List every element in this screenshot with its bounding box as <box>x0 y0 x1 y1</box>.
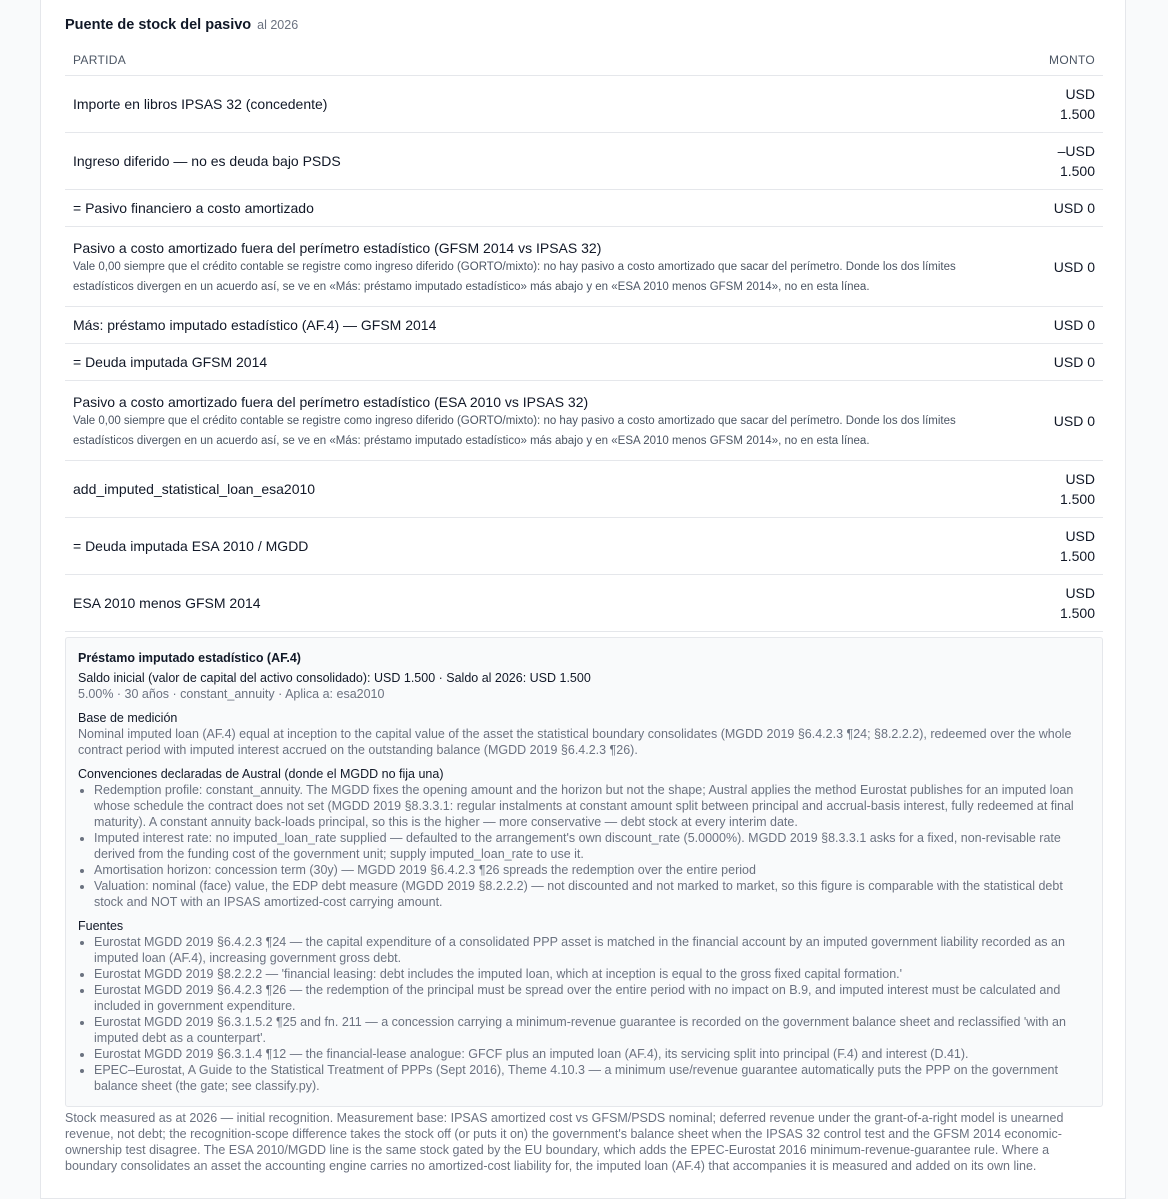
card-title: Puente de stock del pasivo <box>65 17 252 33</box>
imputed-loan-panel <box>65 637 1103 1107</box>
row-amount <box>967 575 1103 632</box>
amount-currency: –USD <box>1057 143 1095 159</box>
panel-params: 5.00% · 30 años · constant_annuity · Aplica a: esa2010 <box>78 687 385 701</box>
amount-value: 1.500 <box>1059 548 1095 564</box>
table-row <box>65 307 1103 344</box>
amount-currency: USD <box>1065 585 1095 601</box>
amount-value: 1.500 <box>1059 163 1095 179</box>
panel-balance: Saldo inicial (valor de capital del activo consolidado): USD 1.500 · Saldo al 2026: USD 1.500 <box>78 671 591 685</box>
row-amount: USD 0 <box>967 307 1103 344</box>
conventions-list <box>78 782 1090 910</box>
card-header <box>65 16 298 34</box>
sources-list <box>78 934 1090 1094</box>
table-row <box>65 133 1103 190</box>
amount-value: 1.500 <box>1059 491 1095 507</box>
list-item: • Amortisation horizon: concession term (30y) — MGDD 2019 §6.4.2.3 ¶26 spreads the redemption over the entire period <box>94 862 1090 878</box>
liability-bridge-card <box>40 0 1126 1199</box>
list-item: • Eurostat MGDD 2019 §6.4.2.3 ¶26 — the redemption of the principal must be spread over the entire period with no impact on B.9, and imputed interest must be calculated and included in government expenditure. <box>94 982 1090 1014</box>
table-row <box>65 76 1103 133</box>
row-amount: USD 0 <box>967 344 1103 381</box>
list-item: • EPEC–Eurostat, A Guide to the Statistical Treatment of PPPs (Sept 2016), Theme 4.10.3 — a minimum use/revenue guarantee automatically puts the PPP on the government balance sheet (the gate; see classify.py). <box>94 1062 1090 1094</box>
list-item: • Eurostat MGDD 2019 §8.2.2.2 — 'financial leasing: debt includes the imputed loan, which at inception is equal to the gross fixed capital formation.' <box>94 966 1090 982</box>
amount-currency: USD <box>1065 86 1095 102</box>
list-item: • Redemption profile: constant_annuity. The MGDD fixes the opening amount and the horizon but not the shape; Austral applies the method Eurostat publishes for an imputed loan whose schedule the contract does not set (MGDD 2019 §8.3.3.1: regular instalments at constant amount split between principal and accrual-basis interest, fully redeemed at final maturity). A constant annuity back-loads principal, so this is the higher — more conservative — debt stock at every interim date. <box>94 782 1090 830</box>
amount-currency: USD <box>1065 528 1095 544</box>
row-amount: USD 0 <box>967 190 1103 227</box>
table-row <box>65 461 1103 518</box>
table-row <box>65 227 1103 307</box>
row-label: ESA 2010 menos GFSM 2014 <box>65 575 967 632</box>
bridge-table <box>65 45 1103 632</box>
row-label-cell <box>65 381 967 461</box>
basis-text: Nominal imputed loan (AF.4) equal at inception to the capital value of the asset the statistical boundary consolidates (MGDD 2019 §6.4.2.3 ¶24; §8.2.2.2), redeemed over the whole contract period with imputed interest accrued on the outstanding balance (MGDD 2019 §6.4.2.3 ¶26). <box>78 727 1072 757</box>
row-amount: USD 0 <box>967 381 1103 461</box>
row-amount <box>967 76 1103 133</box>
table-row <box>65 190 1103 227</box>
table-row <box>65 344 1103 381</box>
basis-heading: Base de medición <box>78 711 178 725</box>
row-amount <box>967 518 1103 575</box>
list-item: • Eurostat MGDD 2019 §6.3.1.4 ¶12 — the financial-lease analogue: GFCF plus an imputed loan (AF.4), its servicing split into principal (F.4) and interest (D.41). <box>94 1046 1090 1062</box>
row-note: Vale 0,00 siempre que el crédito contable se registre como ingreso diferido (GORTO/mixto): no hay pasivo a costo amortizado que sacar del perímetro. Donde los dos límites estadísticos divergen en un acuerdo así, se ve en «Más: préstamo imputado estadístico» más abajo y en «ESA 2010 menos GFSM 2014», no en esta línea. <box>73 414 956 447</box>
row-amount <box>967 461 1103 518</box>
amount-value: 1.500 <box>1059 605 1095 621</box>
footer-note: Stock measured as at 2026 — initial recognition. Measurement base: IPSAS amortized cost vs GFSM/PSDS nominal; deferred revenue under the grant-of-a-right model is unearned revenue, not debt; the recognition-scope difference takes the stock off (or puts it on) the government's balance sheet when the IPSAS 32 control test and the GFSM 2014 economic-ownership test disagree. The ESA 2010/MGDD line is the same stock gated by the EU boundary, which adds the EPEC-Eurostat 2016 minimum-revenue-guarantee rule. Where a boundary consolidates an asset the accounting engine carries no amortized-cost liability for, the imputed loan (AF.4) that accompanies it is measured and added on its own line. <box>65 1111 1064 1173</box>
list-item: • Imputed interest rate: no imputed_loan_rate supplied — defaulted to the arrangement's own discount_rate (5.0000%). MGDD 2019 §8.3.3.1 asks for a fixed, non-revisable rate derived from the funding cost of the government unit; supply imputed_loan_rate to use it. <box>94 830 1090 862</box>
row-label: = Pasivo financiero a costo amortizado <box>65 190 967 227</box>
table-row <box>65 575 1103 632</box>
amount-value: 1.500 <box>1059 106 1095 122</box>
conventions-heading: Convenciones declaradas de Austral (donde el MGDD no fija una) <box>78 767 444 781</box>
row-label: add_imputed_statistical_loan_esa2010 <box>65 461 967 518</box>
row-label: Pasivo a costo amortizado fuera del perímetro estadístico (ESA 2010 vs IPSAS 32) <box>73 393 589 410</box>
row-amount: USD 0 <box>967 227 1103 307</box>
card-subtitle: al 2026 <box>257 18 299 32</box>
row-note: Vale 0,00 siempre que el crédito contable se registre como ingreso diferido (GORTO/mixto): no hay pasivo a costo amortizado que sacar del perímetro. Donde los dos límites estadísticos divergen en un acuerdo así, se ve en «Más: préstamo imputado estadístico» más abajo y en «ESA 2010 menos GFSM 2014», no en esta línea. <box>73 260 956 293</box>
amount-currency: USD <box>1065 471 1095 487</box>
panel-title: Préstamo imputado estadístico (AF.4) <box>78 651 301 665</box>
row-label: = Deuda imputada ESA 2010 / MGDD <box>65 518 967 575</box>
table-row <box>65 518 1103 575</box>
list-item: • Eurostat MGDD 2019 §6.4.2.3 ¶24 — the capital expenditure of a consolidated PPP asset is matched in the financial account by an imputed government liability recorded as an imputed loan (AF.4), increasing government gross debt. <box>94 934 1090 966</box>
table-row <box>65 381 1103 461</box>
column-header-amount: MONTO <box>967 45 1103 76</box>
row-label: Ingreso diferido — no es deuda bajo PSDS <box>65 133 967 190</box>
sources-heading: Fuentes <box>78 919 124 933</box>
column-header-item: PARTIDA <box>65 45 967 76</box>
row-label-cell <box>65 227 967 307</box>
row-amount <box>967 133 1103 190</box>
row-label: = Deuda imputada GFSM 2014 <box>65 344 967 381</box>
list-item: • Eurostat MGDD 2019 §6.3.1.5.2 ¶25 and fn. 211 — a concession carrying a minimum-revenue guarantee is recorded on the government balance sheet and reclassified 'with an imputed debt as a counterpart'. <box>94 1014 1090 1046</box>
list-item: • Valuation: nominal (face) value, the EDP debt measure (MGDD 2019 §8.2.2.2) — not discounted and not marked to market, so this figure is comparable with the statistical debt stock and NOT with an IPSAS amortized-cost carrying amount. <box>94 878 1090 910</box>
row-label: Importe en libros IPSAS 32 (concedente) <box>65 76 967 133</box>
row-label: Pasivo a costo amortizado fuera del perímetro estadístico (GFSM 2014 vs IPSAS 32) <box>73 239 602 256</box>
row-label: Más: préstamo imputado estadístico (AF.4) — GFSM 2014 <box>65 307 967 344</box>
